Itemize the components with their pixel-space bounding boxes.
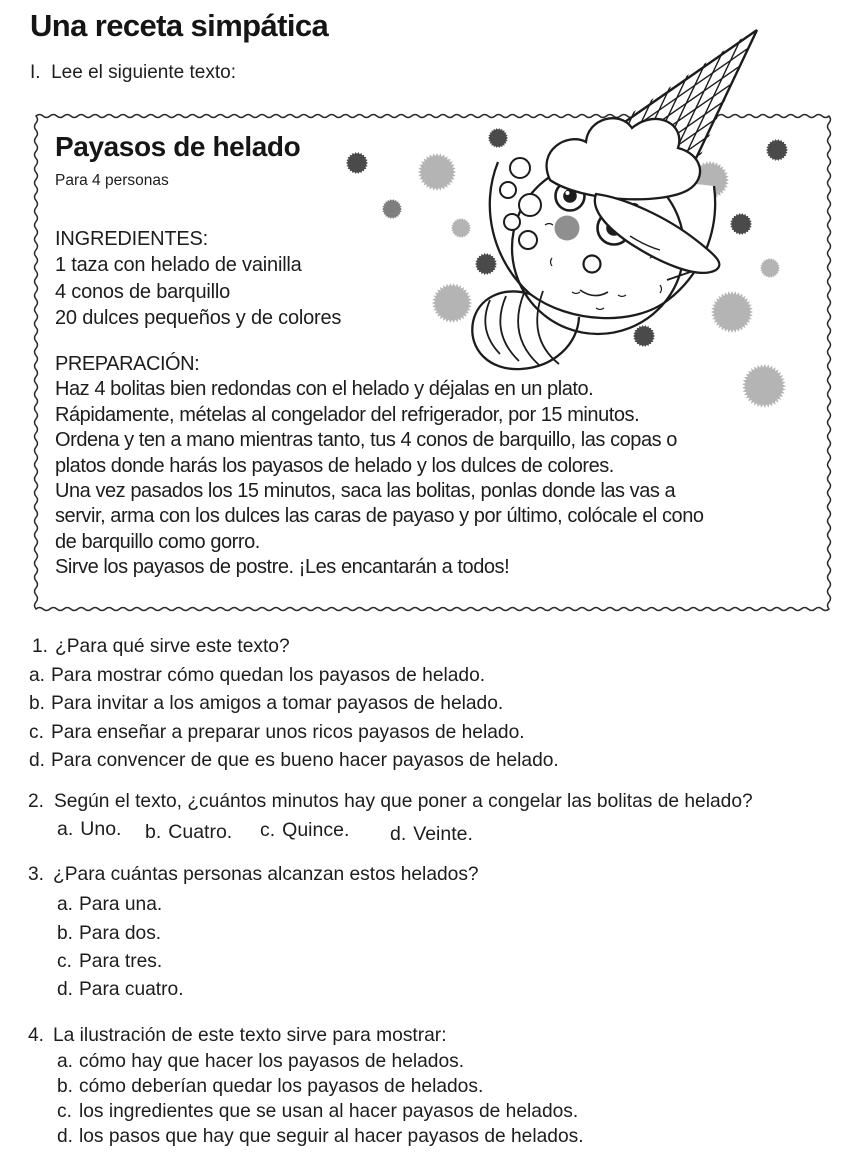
option-b	[57, 1075, 584, 1100]
recipe-title: Payasos de helado	[55, 131, 301, 162]
option-letter: d.	[390, 823, 407, 845]
question-1-header	[29, 633, 559, 662]
option-a	[57, 891, 479, 919]
preparation-line: Rápidamente, mételas al congelador del refrigerador, por 15 minutos.	[55, 403, 640, 426]
option-letter: b.	[29, 693, 46, 714]
question-3-header	[28, 861, 479, 889]
question-4-header	[28, 1024, 584, 1049]
question-2-option-b	[145, 821, 232, 844]
option-text: Uno.	[80, 818, 122, 840]
preparation-heading: PREPARACIÓN:	[55, 353, 200, 375]
option-d	[29, 747, 559, 776]
question-2	[28, 791, 753, 813]
instruction-line: I. Lee el siguiente texto:	[30, 62, 236, 83]
question-text: La ilustración de este texto sirve para mostrar:	[53, 1025, 447, 1046]
option-c	[57, 948, 479, 976]
question-number: 2.	[28, 791, 45, 812]
option-text: Para tres.	[79, 950, 163, 972]
option-letter: c.	[57, 1100, 72, 1122]
preparation-line: servir, arma con los dulces las caras de payaso y por último, colócale el cono	[55, 505, 704, 528]
question-4	[28, 1024, 584, 1150]
option-a	[29, 662, 559, 691]
option-d	[57, 1125, 584, 1150]
question-2-option-c	[260, 819, 349, 842]
option-text: cómo deberían quedar los payasos de helados.	[79, 1075, 484, 1097]
option-letter: d.	[29, 750, 46, 771]
option-text: los pasos que hay que seguir al hacer payasos de helados.	[79, 1125, 584, 1147]
option-b	[57, 920, 479, 948]
option-text: Para convencer de que es bueno hacer payasos de helado.	[51, 750, 559, 771]
question-text: ¿Para cuántas personas alcanzan estos helados?	[53, 864, 479, 885]
option-text: los ingredientes que se usan al hacer payasos de helados.	[79, 1100, 579, 1122]
question-number: 3.	[28, 864, 45, 885]
option-letter: c.	[57, 950, 72, 972]
clown-nose	[555, 216, 580, 241]
option-letter: c.	[29, 721, 44, 743]
ingredient-line: 4 conos de barquillo	[55, 280, 231, 303]
page-title: Una receta simpática	[30, 8, 329, 43]
option-text: Veinte.	[413, 823, 473, 845]
preparation-line: Ordena y ten a mano mientras tanto, tus 4 conos de barquillo, las copas o	[55, 429, 677, 452]
ingredient-line: 20 dulces pequeños y de colores	[55, 306, 342, 329]
option-letter: d.	[57, 979, 74, 1001]
preparation-section	[55, 352, 704, 581]
question-text: Según el texto, ¿cuántos minutos hay que poner a congelar las bolitas de helado?	[54, 791, 753, 812]
option-text: Para una.	[79, 894, 163, 916]
option-letter: d.	[57, 1125, 74, 1147]
preparation-line: Una vez pasados los 15 minutos, saca las bolitas, ponlas donde las vas a	[55, 480, 676, 503]
recipe-serving: Para 4 personas	[55, 172, 169, 189]
ingredients-heading: INGREDIENTES:	[55, 228, 208, 250]
ingredients-section	[55, 226, 341, 331]
option-text: Para mostrar cómo quedan los payasos de helado.	[51, 664, 486, 686]
option-letter: b.	[145, 821, 162, 843]
option-text: Para dos.	[79, 922, 162, 944]
whipped-cream	[547, 118, 700, 199]
question-number: 1.	[32, 636, 49, 657]
option-letter: a.	[29, 664, 46, 686]
option-text: Para enseñar a preparar unos ricos payasos de helado.	[51, 721, 525, 743]
option-text: Cuatro.	[168, 821, 233, 843]
option-letter: a.	[57, 818, 74, 840]
option-letter: a.	[57, 894, 74, 916]
preparation-line: Haz 4 bolitas bien redondas con el helado y déjalas en un plato.	[55, 378, 594, 401]
question-2-option-d	[390, 823, 473, 846]
option-c	[57, 1100, 584, 1125]
option-text: cómo hay que hacer los payasos de helados.	[79, 1050, 465, 1072]
question-3	[28, 861, 479, 1004]
option-text: Para cuatro.	[79, 979, 184, 1001]
ingredient-line: 1 taza con helado de vainilla	[55, 254, 302, 277]
option-text: Quince.	[282, 819, 350, 841]
clown-mouth	[584, 256, 601, 273]
preparation-line: Sirve los payasos de postre. ¡Les encantarán a todos!	[55, 556, 510, 579]
preparation-line: platos donde harás los payasos de helado y los dulces de colores.	[55, 454, 614, 477]
question-text: ¿Para qué sirve este texto?	[55, 636, 290, 657]
question-2-option-a	[57, 818, 121, 841]
option-letter: a.	[57, 1050, 74, 1072]
option-text: Para invitar a los amigos a tomar payasos de helado.	[51, 693, 504, 714]
option-c	[29, 719, 559, 748]
option-letter: b.	[57, 922, 74, 944]
option-letter: c.	[260, 819, 276, 841]
question-1	[29, 633, 559, 776]
option-b	[29, 690, 559, 719]
option-a	[57, 1050, 584, 1075]
preparation-line: de barquillo como gorro.	[55, 530, 260, 553]
option-d	[57, 976, 479, 1004]
question-number: 4.	[28, 1025, 45, 1046]
option-letter: b.	[57, 1075, 74, 1097]
